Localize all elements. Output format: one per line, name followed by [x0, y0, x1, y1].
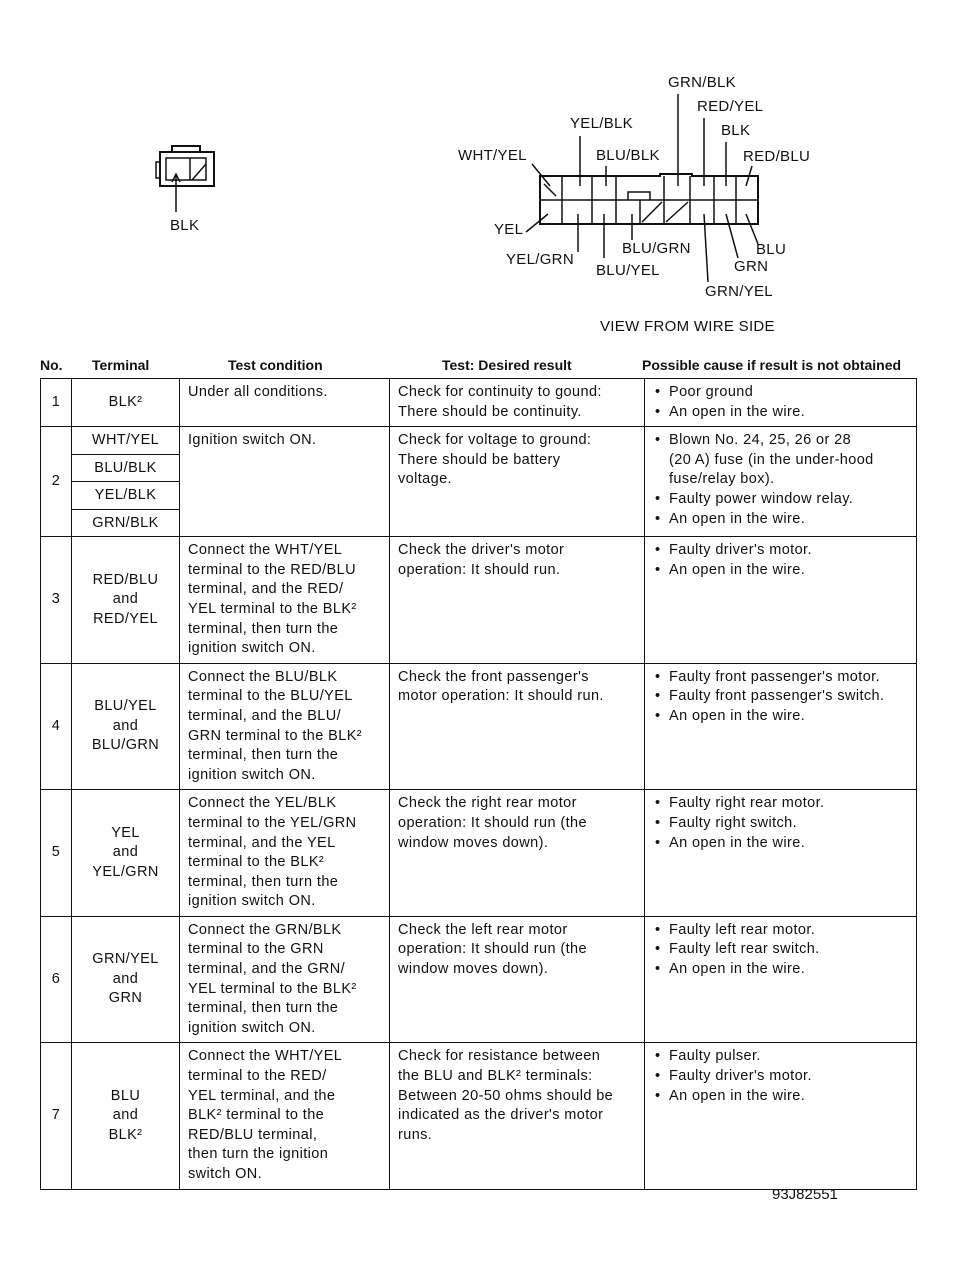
cause-item: • Faulty left rear switch. [653, 940, 910, 960]
wire-label-grn-blk: GRN/BLK [668, 74, 736, 91]
cause-item: • Blown No. 24, 25, 26 or 28 (20 A) fuse (in the under-hood fuse/relay box). [653, 431, 910, 490]
cause-item: • An open in the wire. [653, 1087, 910, 1107]
cause-item: • Faulty driver's motor. [653, 1067, 910, 1087]
table-row [41, 379, 917, 427]
possible-cause-cell [645, 537, 917, 664]
small-connector-pointer [172, 174, 180, 212]
header-test-condition: Test condition [228, 357, 323, 373]
cause-item: • An open in the wire. [653, 834, 910, 854]
small-connector-label-blk: BLK [170, 217, 200, 234]
row-number: 6 [41, 916, 72, 1043]
table-row [41, 916, 917, 1043]
desired-result-cell: Check for continuity to gound: There should be continuity. [390, 379, 645, 427]
desired-result-cell: Check for resistance between the BLU and BLK² terminals: Between 20-50 ohms should be indicated as the driver's motor runs. [390, 1043, 645, 1189]
header-desired-result: Test: Desired result [442, 357, 572, 373]
desired-result-cell: Check the front passenger's motor operation: It should run. [390, 663, 645, 790]
terminal-cell: BLU and BLK² [72, 1043, 180, 1189]
test-condition-cell: Connect the YEL/BLK terminal to the YEL/GRN terminal, and the YEL terminal to the BLK² terminal, then turn the ignition switch ON. [180, 790, 390, 917]
terminal-cell: YEL and YEL/GRN [72, 790, 180, 917]
cause-item: • Faulty front passenger's motor. [653, 668, 910, 688]
wire-label-red-blu: RED/BLU [743, 148, 811, 165]
wire-label-blk: BLK [721, 122, 751, 139]
wire-label-grn-yel: GRN/YEL [705, 283, 773, 300]
possible-cause-cell [645, 427, 917, 537]
row-number: 5 [41, 790, 72, 917]
wire-label-blu-yel: BLU/YEL [596, 262, 660, 279]
cause-item: • Faulty front passenger's switch. [653, 687, 910, 707]
desired-result-cell: Check for voltage to ground: There should be battery voltage. [390, 427, 645, 537]
wire-label-red-yel: RED/YEL [697, 98, 764, 115]
row-number: 1 [41, 379, 72, 427]
terminal-cell: BLK² [72, 379, 180, 427]
cause-item: • Faulty power window relay. [653, 490, 910, 510]
desired-result-cell: Check the left rear motor operation: It should run (the window moves down). [390, 916, 645, 1043]
desired-result-cell: Check the driver's motor operation: It should run. [390, 537, 645, 664]
header-terminal: Terminal [92, 357, 150, 373]
desired-result-cell: Check the right rear motor operation: It should run (the window moves down). [390, 790, 645, 917]
test-condition-cell: Connect the WHT/YEL terminal to the RED/BLU terminal, and the RED/ YEL terminal to the BLK² terminal, then turn the ignition switch ON. [180, 537, 390, 664]
terminal-cell: GRN/YEL and GRN [72, 916, 180, 1043]
view-caption: VIEW FROM WIRE SIDE [600, 318, 775, 335]
header-possible-cause: Possible cause if result is not obtained [642, 357, 902, 373]
connector-diagrams [0, 0, 954, 350]
cause-item: • An open in the wire. [653, 561, 910, 581]
wire-label-yel-grn: YEL/GRN [506, 251, 574, 268]
test-condition-cell: Connect the GRN/BLK terminal to the GRN terminal, and the GRN/ YEL terminal to the BLK² terminal, then turn the ignition switch ON. [180, 916, 390, 1043]
row-number: 7 [41, 1043, 72, 1189]
table-row [41, 790, 917, 917]
test-condition-cell: Connect the WHT/YEL terminal to the RED/ YEL terminal, and the BLK² terminal to the RED/BLU terminal, then turn the ignition switch ON. [180, 1043, 390, 1189]
possible-cause-cell [645, 790, 917, 917]
test-condition-cell: Under all conditions. [180, 379, 390, 427]
terminal-item: BLU/BLK [72, 455, 179, 483]
wire-label-blu-grn: BLU/GRN [622, 240, 691, 257]
wire-label-blu: BLU [756, 241, 787, 258]
terminal-item: GRN/BLK [92, 514, 159, 531]
wire-label-grn: GRN [734, 258, 769, 275]
table-row [41, 663, 917, 790]
row-number: 4 [41, 663, 72, 790]
cause-item: • An open in the wire. [653, 510, 910, 530]
row-number: 2 [41, 427, 72, 537]
row-number: 3 [41, 537, 72, 664]
table-row [41, 537, 917, 664]
small-connector-outline [156, 146, 214, 186]
possible-cause-cell [645, 916, 917, 1043]
cause-item: • Faulty pulser. [653, 1047, 910, 1067]
terminal-cell [72, 427, 180, 537]
cause-item: • An open in the wire. [653, 960, 910, 980]
possible-cause-cell [645, 1043, 917, 1189]
wire-label-yel: YEL [494, 221, 524, 238]
terminal-cell: BLU/YEL and BLU/GRN [72, 663, 180, 790]
table-row [41, 1043, 917, 1189]
test-condition-cell: Connect the BLU/BLK terminal to the BLU/YEL terminal, and the BLU/ GRN terminal to the BLK² terminal, then turn the ignition switch ON. [180, 663, 390, 790]
cause-item: • Faulty right rear motor. [653, 794, 910, 814]
cause-item: • An open in the wire. [653, 403, 910, 423]
wire-label-wht-yel: WHT/YEL [458, 147, 527, 164]
cause-item: • Poor ground [653, 383, 910, 403]
terminal-cell: RED/BLU and RED/YEL [72, 537, 180, 664]
header-no: No. [40, 357, 63, 373]
test-table [40, 378, 917, 1190]
wire-label-blu-blk: BLU/BLK [596, 147, 660, 164]
test-condition-cell: Ignition switch ON. [180, 427, 390, 537]
cause-item: • An open in the wire. [653, 707, 910, 727]
cause-item: • Faulty left rear motor. [653, 921, 910, 941]
cause-item: • Faulty right switch. [653, 814, 910, 834]
diagram-id: 93J82551 [772, 1186, 838, 1203]
cause-item: • Faulty driver's motor. [653, 541, 910, 561]
terminal-item: WHT/YEL [72, 427, 179, 455]
possible-cause-cell [645, 663, 917, 790]
table-row [41, 427, 917, 537]
wire-label-yel-blk: YEL/BLK [570, 115, 633, 132]
terminal-item: YEL/BLK [72, 482, 179, 510]
possible-cause-cell [645, 379, 917, 427]
